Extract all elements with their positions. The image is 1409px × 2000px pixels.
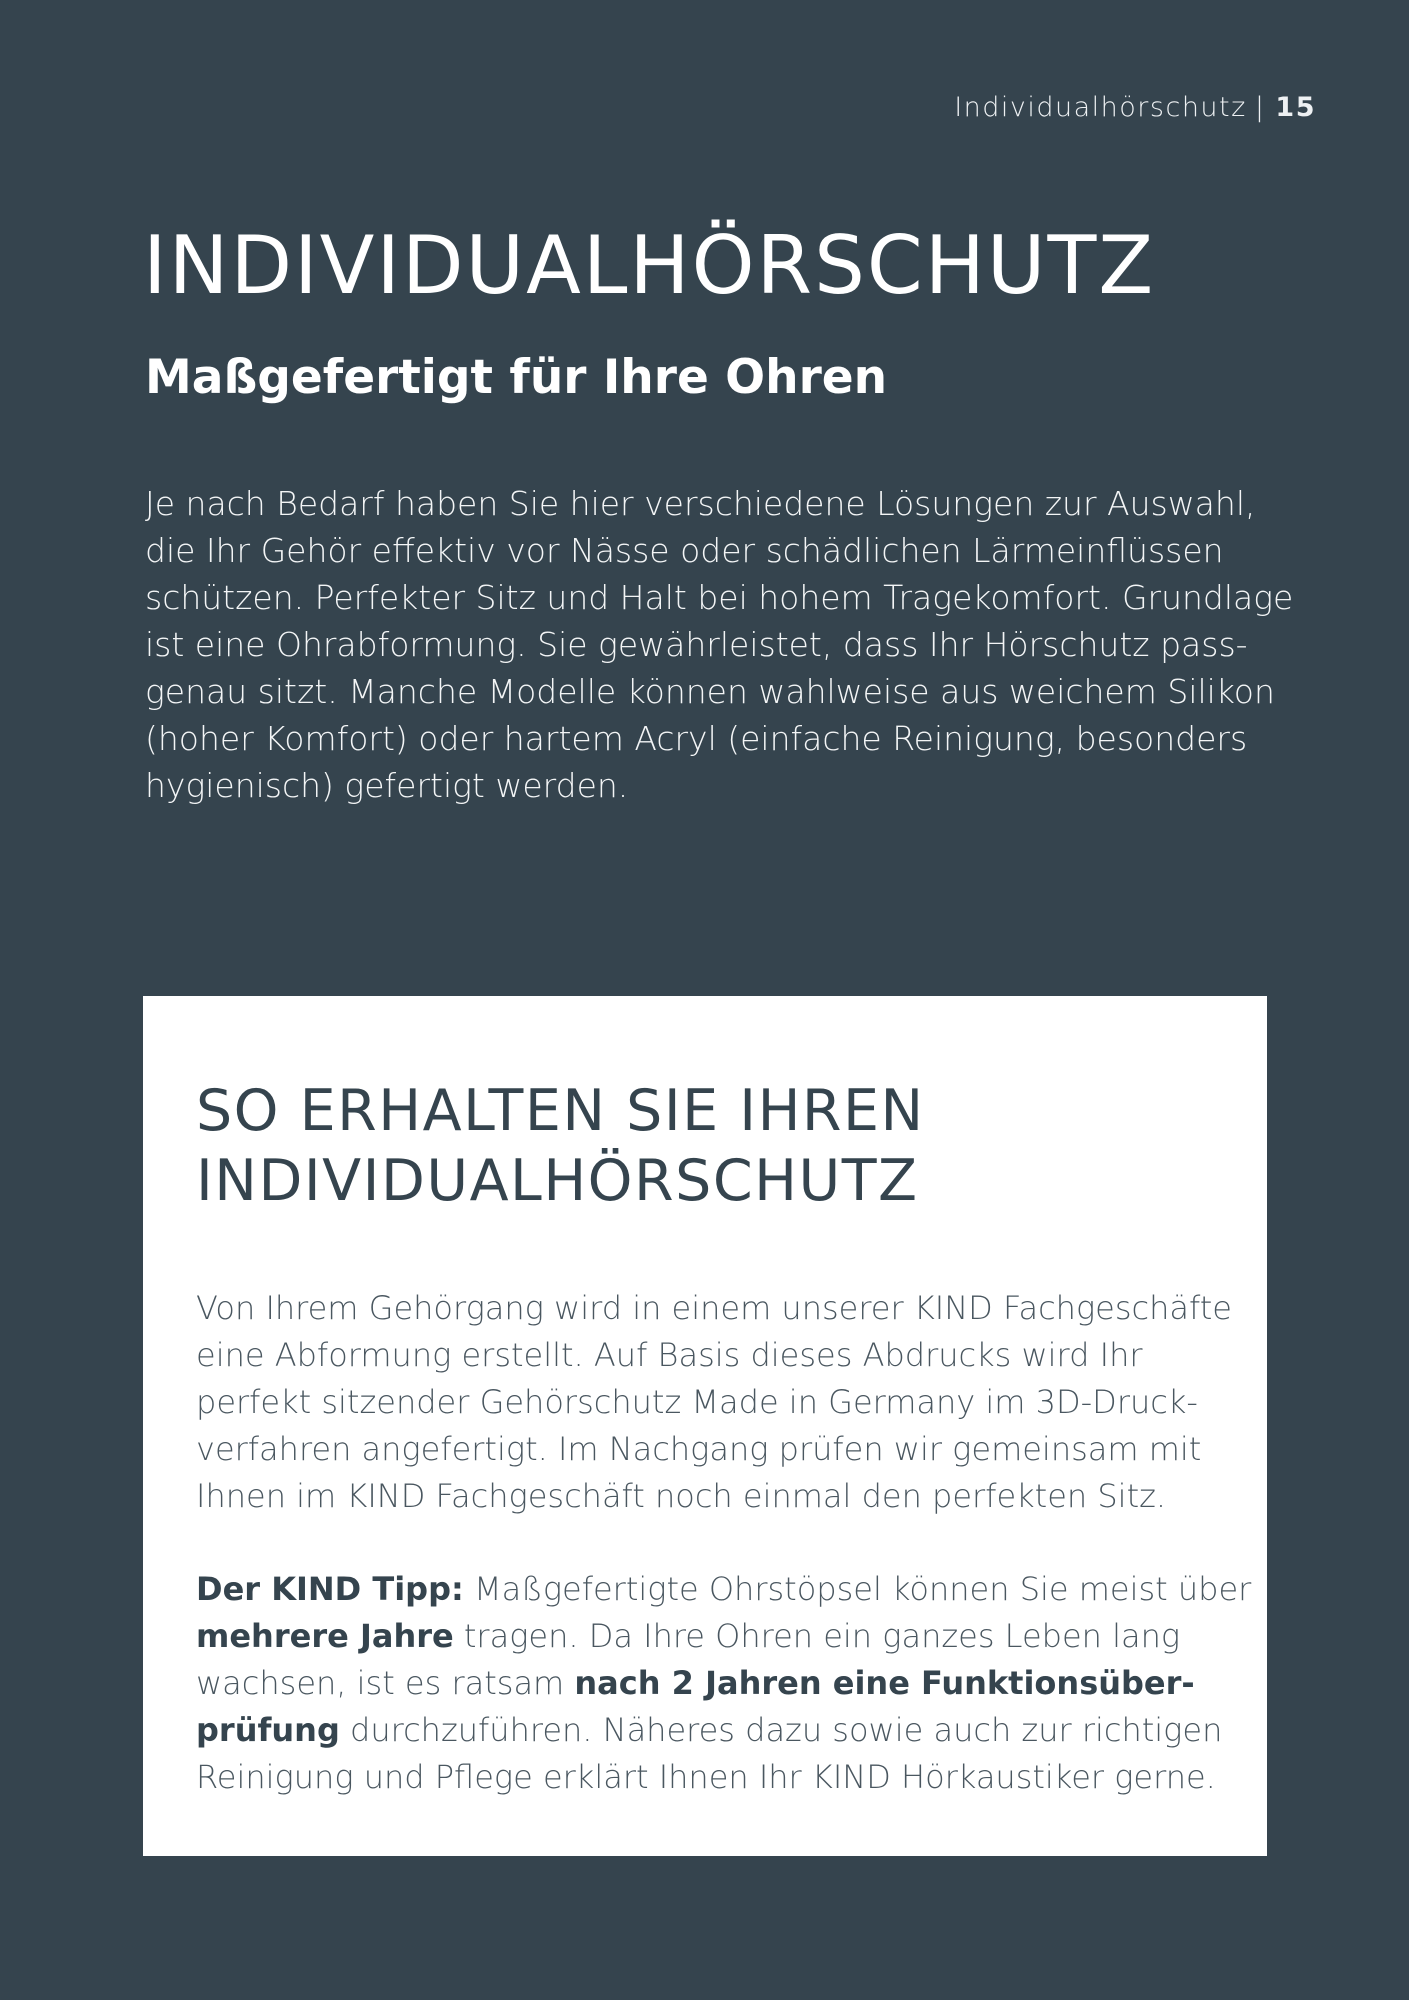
info-box-paragraph bbox=[196, 1285, 1232, 1520]
page-subtitle: Maßgefertigt für Ihre Ohren bbox=[145, 350, 888, 405]
intro-line: ist eine Ohrabformung. Sie gewährleistet, dass Ihr Hörschutz pass- bbox=[145, 625, 1248, 664]
tip-line bbox=[196, 1613, 1251, 1660]
tip-emphasis: mehrere Jahre bbox=[196, 1617, 454, 1655]
tip-text: durchzuführen. Näheres dazu sowie auch zur richtigen bbox=[339, 1711, 1223, 1749]
tip-text: tragen. Da Ihre Ohren ein ganzes Leben lang bbox=[453, 1617, 1181, 1655]
tip-text: wachsen, ist es ratsam bbox=[196, 1664, 575, 1702]
tip-text: Maßgefertigte Ohrstöpsel können Sie meist über bbox=[463, 1570, 1252, 1608]
info-box-line: eine Abformung erstellt. Auf Basis dieses Abdrucks wird Ihr bbox=[196, 1336, 1143, 1374]
intro-line: (hoher Komfort) oder hartem Acryl (einfache Reinigung, besonders bbox=[145, 719, 1248, 758]
tip-line bbox=[196, 1566, 1251, 1613]
intro-line: Je nach Bedarf haben Sie hier verschiedene Lösungen zur Auswahl, bbox=[145, 484, 1256, 523]
intro-line: genau sitzt. Manche Modelle können wahlweise aus weichem Silikon bbox=[145, 672, 1275, 711]
info-box-line: Von Ihrem Gehörgang wird in einem unserer KIND Fachgeschäfte bbox=[196, 1289, 1232, 1327]
section-name: Individualhörschutz bbox=[954, 92, 1247, 123]
info-box-line: perfekt sitzender Gehörschutz Made in Germany im 3D-Druck- bbox=[196, 1383, 1198, 1421]
intro-line: schützen. Perfekter Sitz und Halt bei hohem Tragekomfort. Grundlage bbox=[145, 578, 1294, 617]
tip-label: Der KIND Tipp: bbox=[196, 1570, 464, 1608]
tip-line bbox=[196, 1660, 1251, 1707]
info-box-line: Ihnen im KIND Fachgeschäft noch einmal den perfekten Sitz. bbox=[196, 1477, 1167, 1515]
intro-paragraph bbox=[145, 480, 1294, 809]
info-box bbox=[143, 996, 1267, 1856]
tip-emphasis: prüfung bbox=[196, 1711, 340, 1749]
kind-tip-paragraph bbox=[196, 1566, 1251, 1801]
running-header bbox=[954, 92, 1316, 123]
header-separator: | bbox=[1254, 92, 1266, 123]
info-box-line: verfahren angefertigt. Im Nachgang prüfen wir gemeinsam mit bbox=[196, 1430, 1202, 1468]
tip-line: Reinigung und Pflege erklärt Ihnen Ihr KIND Hörkaustiker gerne. bbox=[196, 1758, 1216, 1796]
intro-line: die Ihr Gehör effektiv vor Nässe oder schädlichen Lärmeinflüssen bbox=[145, 531, 1224, 570]
info-box-title-line: SO ERHALTEN SIE IHREN bbox=[196, 1078, 925, 1144]
page-number: 15 bbox=[1275, 92, 1316, 123]
tip-line bbox=[196, 1707, 1251, 1754]
info-box-title-line: INDIVIDUALHÖRSCHUTZ bbox=[196, 1148, 919, 1214]
intro-line: hygienisch) gefertigt werden. bbox=[145, 766, 629, 805]
info-box-title bbox=[196, 1076, 925, 1216]
tip-emphasis: nach 2 Jahren eine Funktionsüber- bbox=[574, 1664, 1195, 1702]
page-title: INDIVIDUALHÖRSCHUTZ bbox=[143, 219, 1156, 312]
